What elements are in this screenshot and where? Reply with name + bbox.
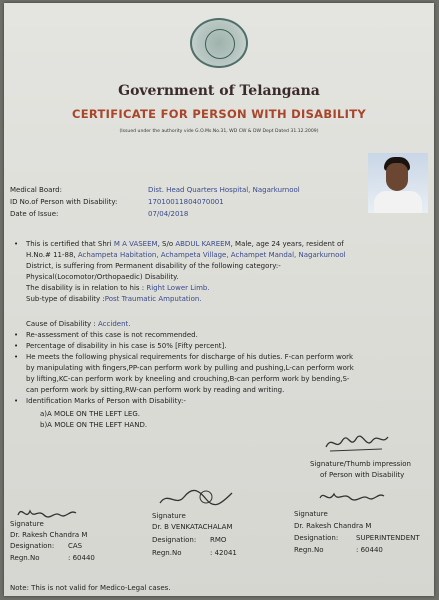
signature-3 [316, 486, 388, 508]
medical-board-value: Dist. Head Quarters Hospital, Nagarkurnool [148, 186, 300, 194]
mark-b: b)A MOLE ON THE LEFT HAND. [40, 421, 148, 429]
person-photo [368, 153, 428, 213]
percentage: Percentage of disability in his case is 50% [Fifty percent]. [26, 342, 227, 350]
certificate-sheet: Government of Telangana CERTIFICATE FOR PERSON WITH DISABILITY (Issued under the authority vide G.O.Ms.No.31, WD CW & DW Dept Dated 31.12.2009) Medical Board: Dist. Head Quarters Hospital, Nagarkurnool ID No.of Person with Disability: 17010011804070001 Date of Issue: 07/04/2018 • This is certified that Shri M A VASEEM, S/o ABDUL KAREEM, Male, age 24 years, resident of H.No.# 11-88, Achampeta Habitation, Achampeta Village, Achampet Mandal, Nagarkurnool District, is suffering from Permanent disability of the following category:- Physical(Locomotor/Orthopaedic) Disability. The disability is in relation to his : Right Lower Limb. Sub-type of disability :Post Traumatic Amputation. Cause of Disability : Accident. • Re-assessment of this case is not recommended. • Percentage of disability in his case is 50% [Fifty percent]. • He meets the following physical requirements for discharge of his duties. F-can perform work by manipulating with fingers,PP-can perform work by pulling and pushing,L-can perform work by lifting,KC-can perform work by kneeling and crouching,B-can perform work by bending,S- can perform work by sitting,RW-can perform work by reading and writing. • Identification Marks of Person with Disability:- a)A MOLE ON THE LEFT LEG. b)A MOLE ON THE LEFT HAND. Signature/Thumb impression of Person with Disability Signature Dr. Rakesh Chandra M Designation: CAS Regn.No : 60440 Signature Dr. B VENKATACHALAM Designation: RMO Regn.No : 42041 Signature Dr. Rakesh Chandra M Designation: SUPERINTENDENT Regn.No : 60440 Note: This is not valid for Medico-Legal cases. [4, 3, 434, 596]
sig1-regn: : 60440 [68, 554, 95, 562]
sig3-label: Signature [294, 510, 328, 518]
sig3-regn: : 60440 [356, 546, 383, 554]
requirements-line-4: can perform work by sitting,RW-can perform work by reading and writing. [26, 386, 285, 394]
bullet-1: • [14, 240, 19, 248]
mark-a: a)A MOLE ON THE LEFT LEG. [40, 410, 140, 418]
person-signature [322, 431, 392, 455]
cert-line-1: This is certified that Shri M A VASEEM, S/o ABDUL KAREEM, Male, age 24 years, resident of [26, 240, 344, 248]
person-name: M A VASEEM [113, 240, 158, 248]
cause-of-disability: Cause of Disability : Accident. [26, 320, 131, 328]
sig3-designation: SUPERINTENDENT [356, 534, 420, 542]
cert-line-2: H.No.# 11-88, Achampeta Habitation, Achampeta Village, Achampet Mandal, Nagarkurnool [26, 251, 346, 259]
sig3-name: Dr. Rakesh Chandra M [294, 522, 372, 530]
date-of-issue-value: 07/04/2018 [148, 210, 189, 218]
id-no-label: ID No.of Person with Disability: [10, 198, 118, 206]
sig2-designation-label: Designation: [152, 536, 197, 544]
sig1-label: Signature [10, 520, 44, 528]
disability-category: Physical(Locomotor/Orthopaedic) Disability. [26, 273, 179, 281]
sig2-label: Signature [152, 512, 186, 520]
signature-2 [154, 485, 238, 511]
sig3-designation-label: Designation: [294, 534, 339, 542]
authority-note: (Issued under the authority vide G.O.Ms.No.31, WD CW & DW Dept Dated 31.12.2009) [119, 129, 319, 134]
sig1-name: Dr. Rakesh Chandra M [10, 531, 88, 539]
cert-line-3: District, is suffering from Permanent disability of the following category:- [26, 262, 281, 270]
medico-legal-note: Note: This is not valid for Medico-Legal cases. [10, 584, 171, 592]
address: Achampeta Habitation, Achampeta Village, Achampet Mandal, Nagarkurnool [77, 251, 346, 259]
sig1-regn-label: Regn.No [10, 554, 40, 562]
sig1-designation: CAS [68, 542, 83, 550]
disability-relation: The disability is in relation to his : Right Lower Limb. [26, 284, 210, 292]
government-seal-icon [190, 18, 248, 68]
father-name: ABDUL KAREEM [175, 240, 231, 248]
sig2-regn: : 42041 [210, 549, 237, 557]
sig2-designation: RMO [210, 536, 227, 544]
thumb-impression-line-2: of Person with Disability [320, 471, 405, 479]
requirements-line-1: He meets the following physical requirements for discharge of his duties. F-can perform work [26, 353, 354, 361]
sig2-regn-label: Regn.No [152, 549, 182, 557]
certificate-title: CERTIFICATE FOR PERSON WITH DISABILITY [71, 107, 367, 121]
thumb-impression-line-1: Signature/Thumb impression [310, 460, 411, 468]
sig3-regn-label: Regn.No [294, 546, 324, 554]
sig1-designation-label: Designation: [10, 542, 55, 550]
government-title: Government of Telangana [118, 83, 320, 99]
reassessment: Re-assessment of this case is not recommended. [26, 331, 198, 339]
identification-marks-title: Identification Marks of Person with Disability:- [26, 397, 186, 405]
sig2-name: Dr. B VENKATACHALAM [152, 523, 233, 531]
id-no-value: 17010011804070001 [148, 198, 224, 206]
requirements-line-3: by lifting,KC-can perform work by kneeling and crouching,B-can perform work by bending,S- [26, 375, 350, 383]
requirements-line-2: by manipulating with fingers,PP-can perform work by pulling and pushing,L-can perform work [26, 364, 354, 372]
disability-subtype: Sub-type of disability :Post Traumatic Amputation. [26, 295, 202, 303]
medical-board-label: Medical Board: [10, 186, 62, 194]
date-of-issue-label: Date of Issue: [10, 210, 59, 218]
